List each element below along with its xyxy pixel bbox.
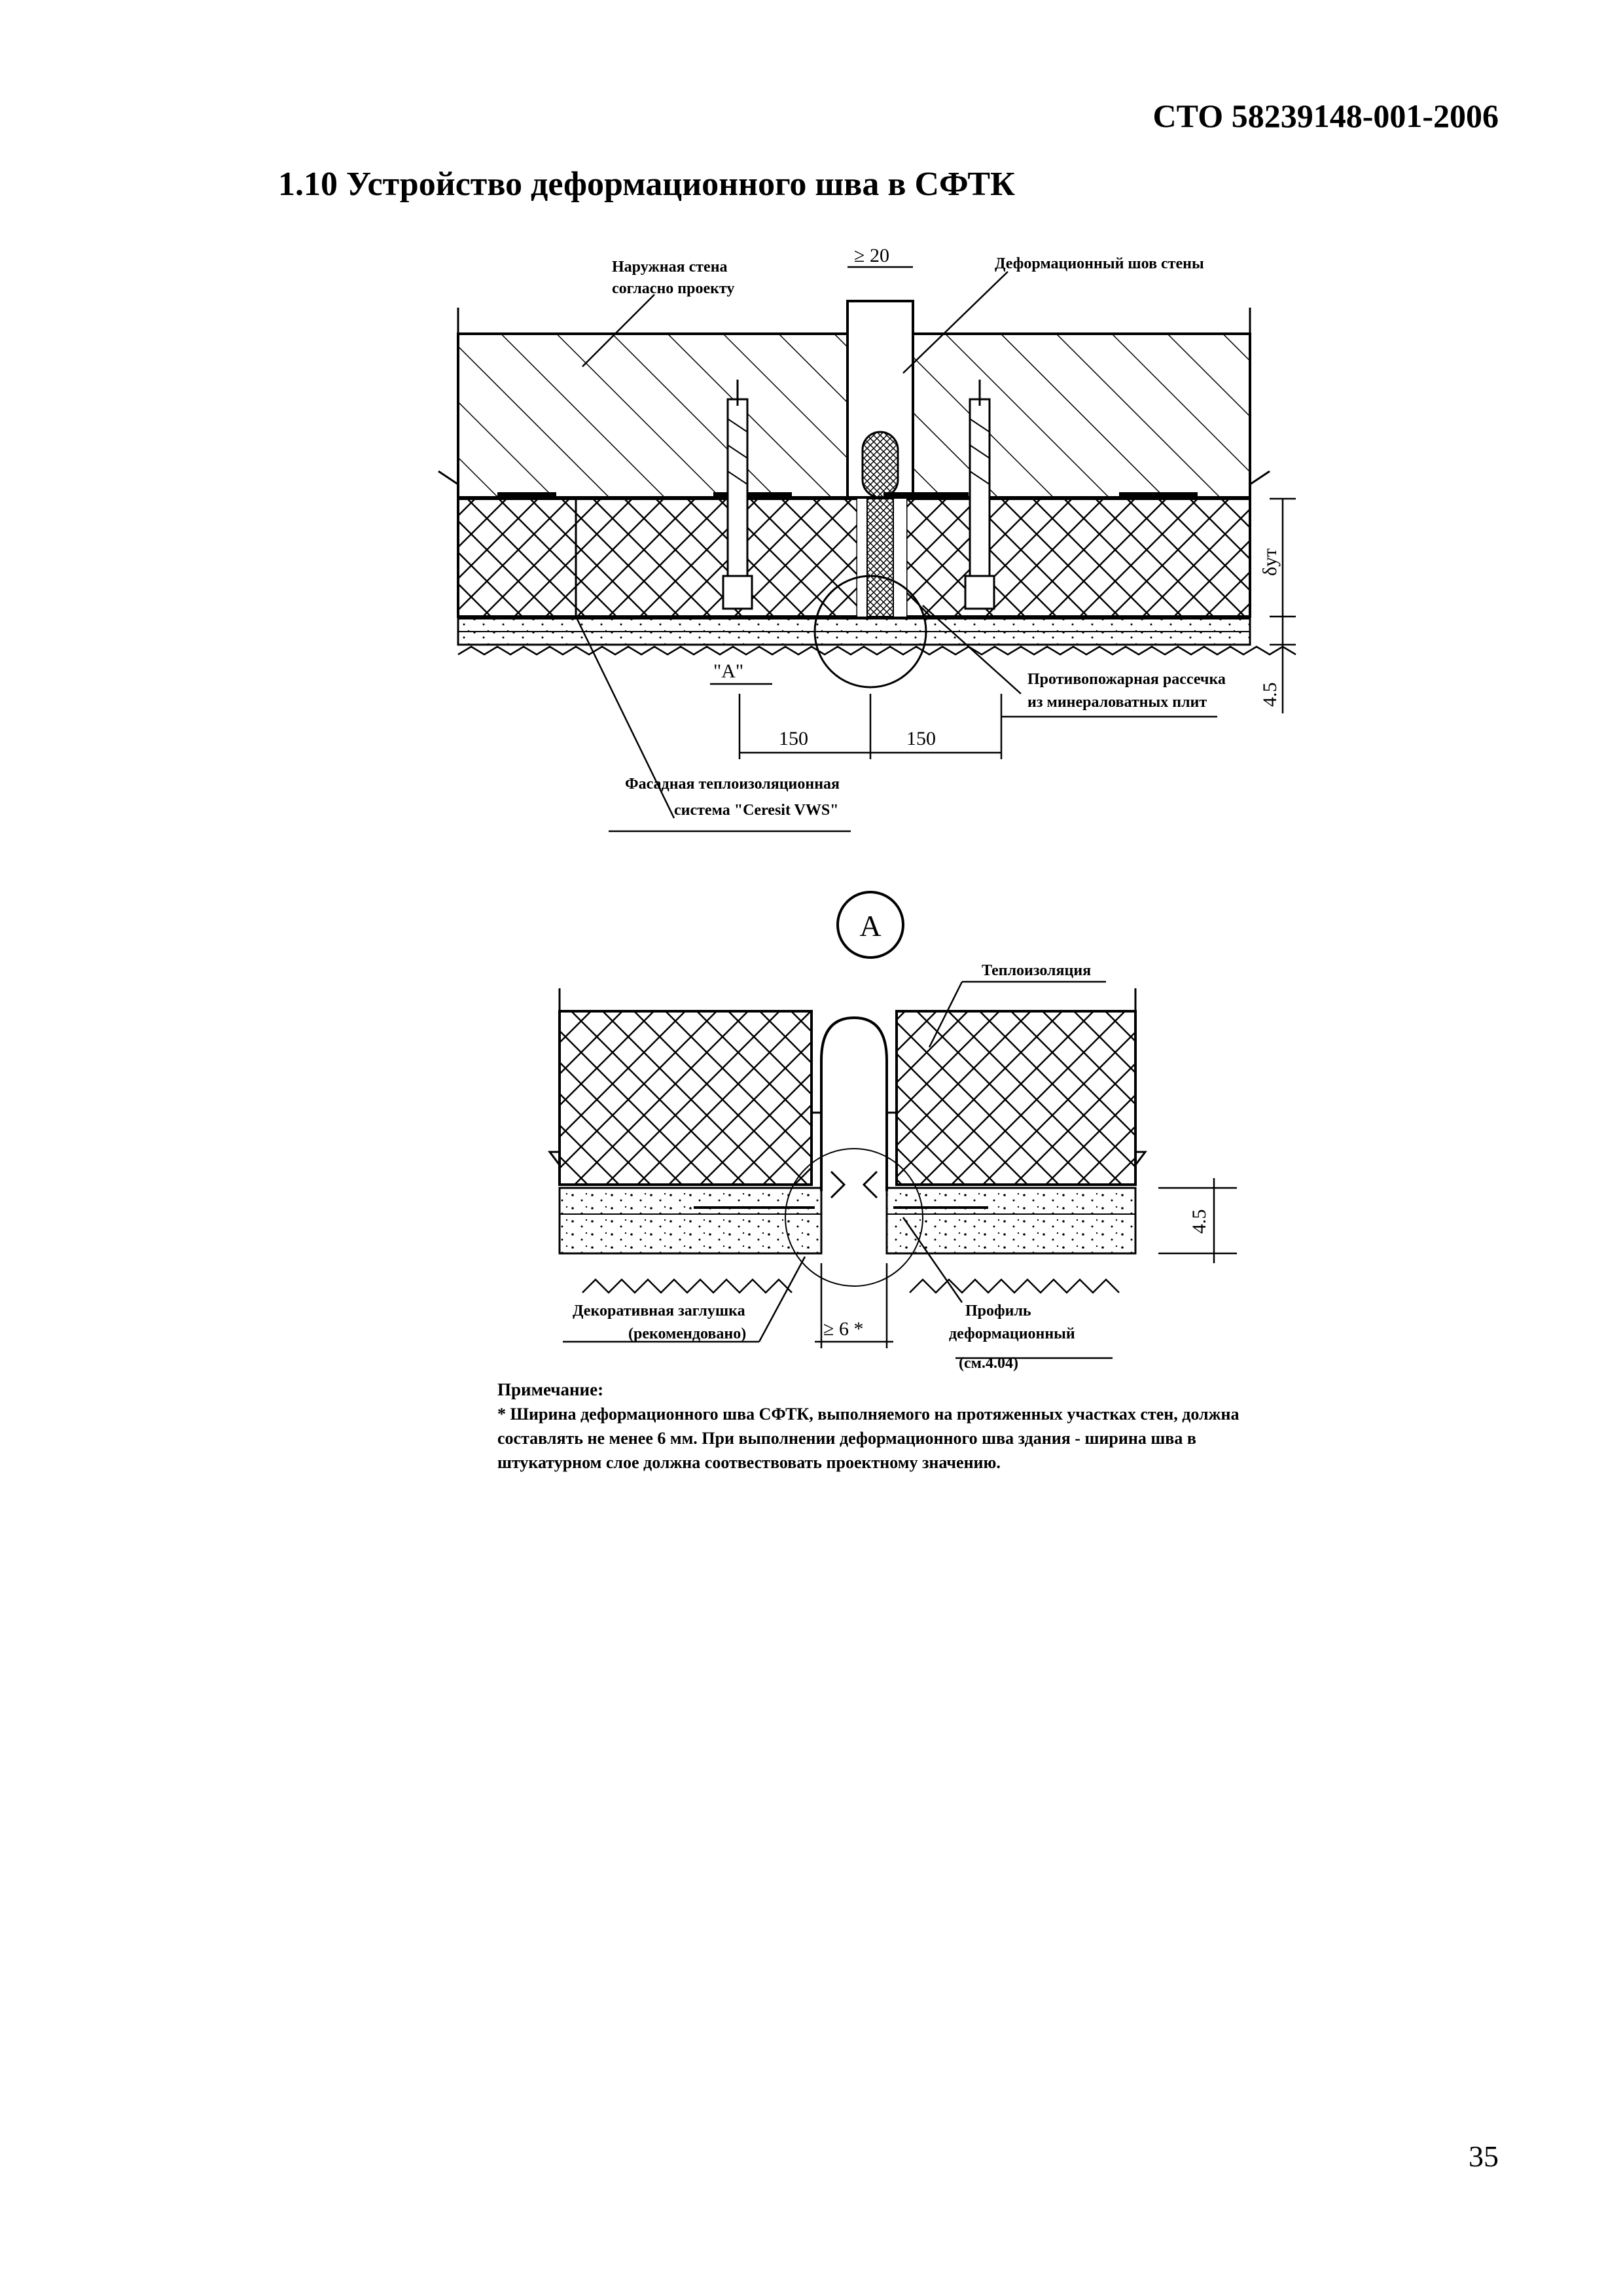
- dim-min-gap: ≥ 6 *: [823, 1318, 864, 1340]
- deformation-profile: [821, 1018, 887, 1191]
- dim-gap: ≥ 20: [854, 245, 889, 266]
- label-outer-wall-2: согласно проекту: [612, 280, 735, 297]
- note-title: Примечание:: [497, 1380, 604, 1399]
- note-block: [497, 1378, 1296, 1475]
- detail-render-left: [560, 1188, 821, 1253]
- section-title: 1.10 Устройство деформационного шва в СФТК: [278, 166, 1015, 203]
- detail-a-drawing: [550, 892, 1237, 1372]
- label-plug-2: (рекомендовано): [628, 1325, 747, 1342]
- detail-insulation-right: [897, 1011, 1135, 1185]
- label-profile-3: (см.4.04): [959, 1355, 1018, 1372]
- document-code: СТО 58239148-001-2006: [1152, 98, 1499, 134]
- label-profile-1: Профиль: [965, 1302, 1031, 1319]
- label-plug-1: Декоративная заглушка: [573, 1302, 745, 1319]
- dim-render-main: 4.5: [1259, 682, 1281, 707]
- detail-insulation-left: [560, 1011, 812, 1185]
- anchor-left: [723, 380, 752, 609]
- label-firebreak-1: Противопожарная рассечка: [1027, 671, 1226, 688]
- note-body: * Ширина деформационного шва СФТК, выполняемого на протяженных участках стен, должна составлять не менее 6 мм. При выполнении деформационного шва здания - ширина шва в штукатурном слое должна соотвествовать проектному значению.: [497, 1405, 1240, 1472]
- label-outer-wall-1: Наружная стена: [612, 259, 728, 276]
- dim-right: 150: [906, 728, 936, 749]
- page-number: 35: [1469, 2140, 1499, 2173]
- wall-right: [913, 334, 1250, 497]
- wall-left: [458, 334, 847, 497]
- label-wall-joint: Деформационный шов стены: [995, 255, 1204, 272]
- label-insulation: Теплоизоляция: [982, 962, 1092, 979]
- detail-marker: А: [859, 909, 882, 942]
- callout-a: "А": [713, 660, 744, 682]
- anchor-right: [965, 380, 994, 609]
- dim-left: 150: [779, 728, 808, 749]
- detail-render-right: [887, 1188, 1135, 1253]
- main-section-drawing: [438, 245, 1296, 831]
- label-system-1: Фасадная теплоизоляционная: [625, 776, 840, 793]
- dim-render-detail: 4.5: [1188, 1209, 1210, 1234]
- label-firebreak-2: из минераловатных плит: [1027, 694, 1207, 711]
- joint-cord: [863, 432, 898, 497]
- label-profile-2: деформационный: [949, 1325, 1075, 1342]
- dim-thickness: δут: [1259, 548, 1281, 576]
- label-system-2: система "Ceresit VWS": [674, 802, 839, 819]
